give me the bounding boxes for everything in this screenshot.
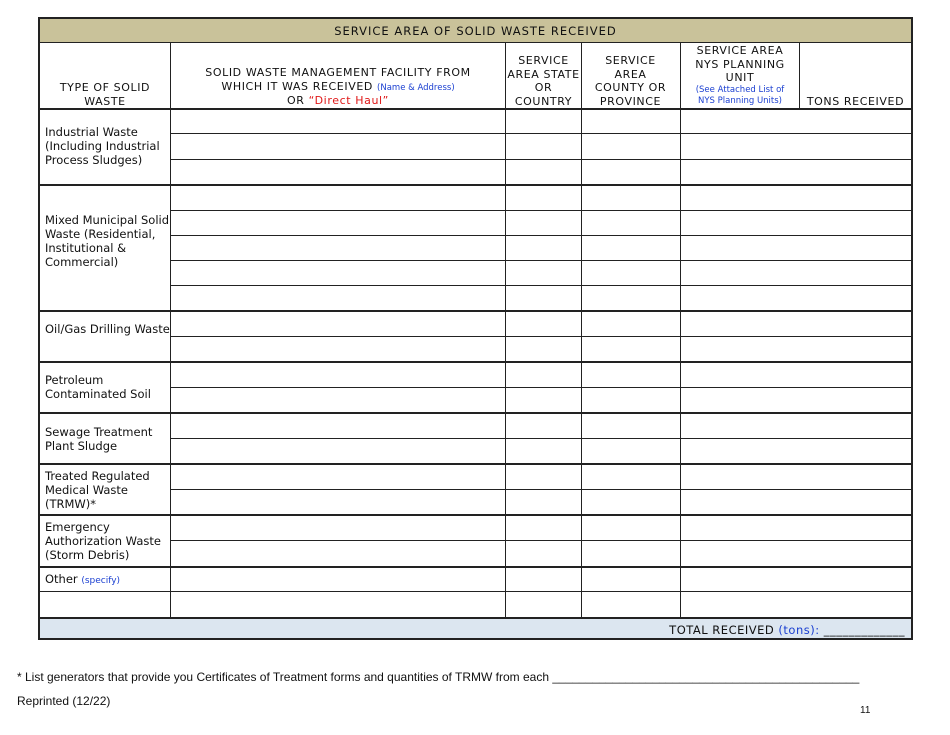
- header-tons-label: TONS RECEIVED: [806, 94, 905, 108]
- facility-input[interactable]: [171, 516, 505, 540]
- category-sewage: Sewage Treatment Plant Sludge: [45, 425, 153, 453]
- category-petroleum: Petroleum Contaminated Soil: [45, 373, 151, 401]
- total-received-bar: [40, 617, 911, 638]
- facility-input[interactable]: [171, 211, 505, 235]
- table-banner: SERVICE AREA OF SOLID WASTE RECEIVED: [40, 19, 911, 43]
- facility-input[interactable]: [171, 134, 505, 159]
- col-divider: [680, 43, 681, 617]
- header-facility-note: (Name & Address): [377, 82, 455, 93]
- facility-input[interactable]: [171, 414, 505, 438]
- facility-input[interactable]: [171, 286, 505, 310]
- facility-input[interactable]: [171, 337, 505, 361]
- category-other: [45, 572, 170, 588]
- facility-input[interactable]: [171, 363, 505, 387]
- header-type-label: TYPE OF SOLID WASTE: [59, 81, 151, 108]
- category-mixed-municipal: Mixed Municipal Solid Waste (Residential, Institutional & Commercial): [45, 213, 170, 269]
- header-county: [582, 43, 679, 109]
- facility-input[interactable]: [171, 110, 505, 133]
- facility-input[interactable]: [171, 592, 505, 616]
- category-oil-gas: Oil/Gas Drilling Waste: [45, 322, 170, 336]
- header-facility-line2: WHICH IT WAS RECEIVED: [221, 79, 373, 93]
- col-divider: [505, 43, 506, 617]
- tons-column[interactable]: [800, 110, 911, 617]
- page-number: 11: [860, 705, 871, 716]
- header-facility-direct: “Direct Haul”: [308, 93, 389, 107]
- col-divider: [581, 43, 582, 617]
- category-trmw: Treated Regulated Medical Waste (TRMW)*: [45, 469, 150, 511]
- total-received-unit: (tons):: [778, 623, 820, 637]
- header-tons: [800, 43, 911, 109]
- reprinted-date: Reprinted (12/22): [17, 694, 111, 708]
- total-received-label: [669, 623, 905, 637]
- facility-input[interactable]: [171, 568, 505, 591]
- facility-input[interactable]: [171, 160, 505, 184]
- header-nys-note: (See Attached List of NYS Planning Units): [695, 84, 785, 106]
- category-industrial: Industrial Waste (Including Industrial Process Sludges): [45, 125, 160, 167]
- header-state: [506, 43, 581, 109]
- category-emergency: Emergency Authorization Waste (Storm Debris): [45, 520, 161, 562]
- header-county-label: SERVICE AREA COUNTY OR PROVINCE: [594, 54, 667, 108]
- facility-input[interactable]: [171, 236, 505, 260]
- facility-input[interactable]: [171, 465, 505, 489]
- total-received-text: TOTAL RECEIVED: [669, 623, 775, 637]
- header-facility: [171, 43, 505, 109]
- category-other-note: (specify): [81, 576, 121, 586]
- facility-input[interactable]: [171, 541, 505, 566]
- facility-input[interactable]: [171, 490, 505, 514]
- header-facility-line1: SOLID WASTE MANAGEMENT FACILITY FROM: [205, 66, 471, 79]
- header-state-label: SERVICE AREA STATE OR COUNTRY: [507, 54, 580, 108]
- header-facility-or: OR: [287, 93, 305, 107]
- facility-input[interactable]: [171, 312, 505, 336]
- service-area-table: [38, 17, 913, 640]
- col-divider: [799, 43, 800, 109]
- facility-input[interactable]: [171, 388, 505, 412]
- trmw-footnote: * List generators that provide you Certificates of Treatment forms and quantities of TRMW from each ______________________________________________: [17, 670, 860, 684]
- facility-input[interactable]: [171, 186, 505, 210]
- facility-input[interactable]: [171, 261, 505, 285]
- total-received-blank[interactable]: _____________: [823, 623, 905, 637]
- category-other-label: Other: [45, 572, 78, 586]
- facility-input[interactable]: [171, 439, 505, 463]
- header-nys: [681, 43, 799, 109]
- header-type: [40, 43, 170, 109]
- header-nys-label: SERVICE AREA NYS PLANNING UNIT: [695, 44, 785, 84]
